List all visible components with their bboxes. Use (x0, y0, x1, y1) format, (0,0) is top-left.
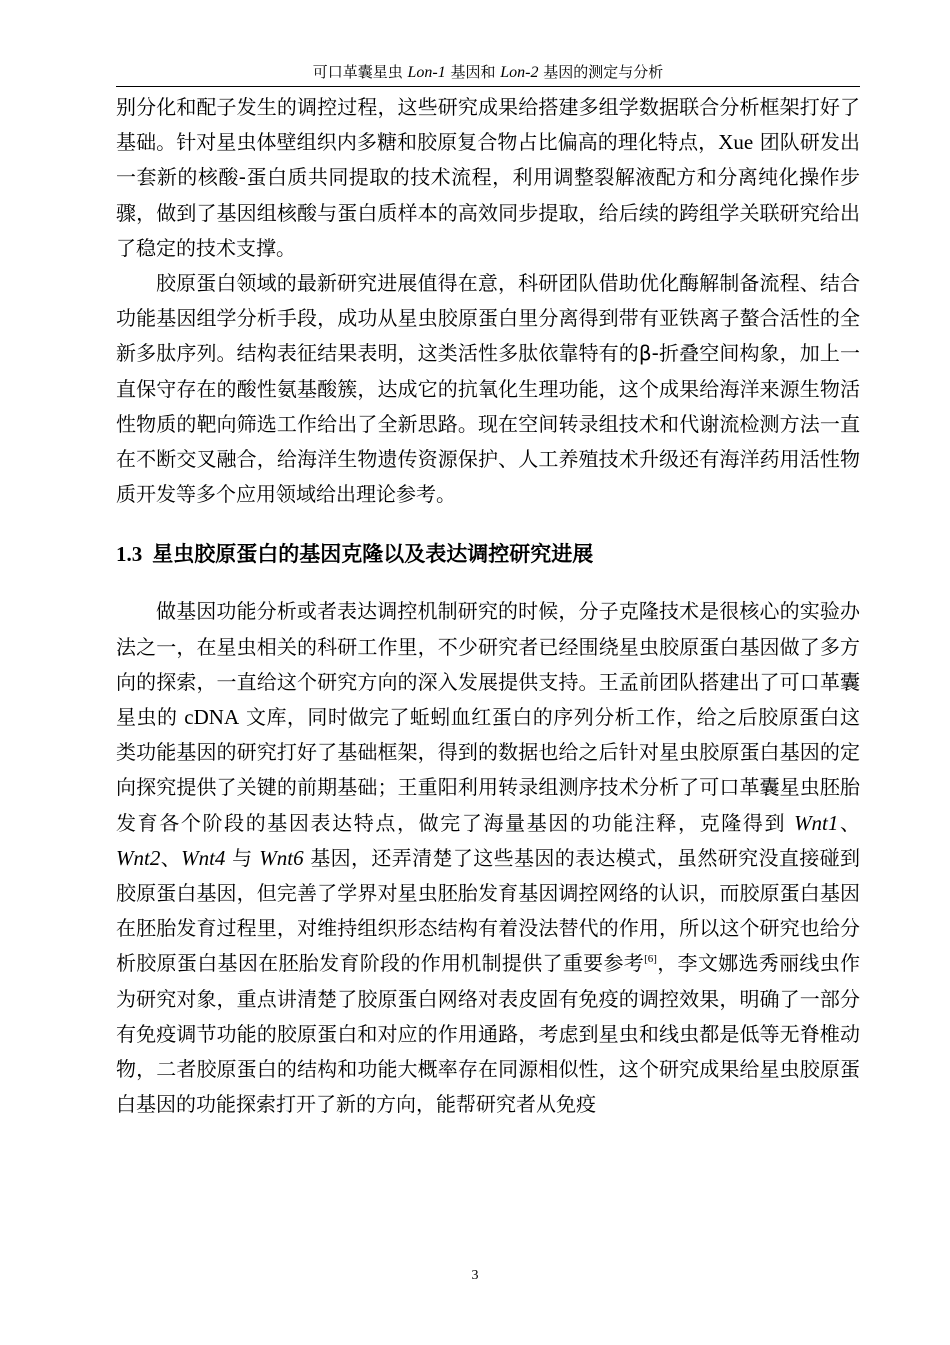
gene-wnt1: Wnt1 (794, 810, 839, 835)
paragraph3-text-a: 做基因功能分析或者表达调控机制研究的时候，分子克隆技术是很核心的实验办法之一，在星虫相关的科研工作里，不少研究者已经围绕星虫胶原蛋白基因做了多方向的探索，一直给这个研究方向的深入发展提供支持。王孟前团队搭建出了可口革囊星虫的 (116, 599, 860, 730)
header-text-mid: 基因和 (445, 63, 501, 81)
paragraph-continuation (116, 90, 860, 266)
section-number: 1.3 (116, 542, 143, 567)
citation-6: [6] (644, 953, 657, 966)
separator-1: 、 (838, 810, 861, 835)
paragraph-gene-cloning (116, 594, 860, 1122)
paragraph3-text-e: ，李文娜选秀丽线虫作为研究对象，重点讲清楚了胶原蛋白网络对表皮固有免疫的调控效果，明确了一部分有免疫调节功能的胶原蛋白和对应的作用通路，考虑到星虫和线虫都是低等无脊椎动物，二者胶原蛋白的结构和功能大概率存在同源相似性，这个研究成果给星虫胶原蛋白基因的功能探索打开了新的方向，能帮研究者从免疫 (116, 951, 861, 1117)
header-gene-lon1: Lon-1 (407, 64, 446, 81)
paragraph1-text-c: 团队研发出一套新的核酸-蛋白质共同提取的技术流程，利用调整裂解液配方和分离纯化操作步骤，做到了基因组核酸与蛋白质样本的高效同步提取，给后续的跨组学关联研究给出了稳定的技术支撑。 (116, 130, 861, 260)
header-text-pre: 可口革囊星虫 (312, 63, 408, 81)
paragraph3-text-c: 文库，同时做完了蚯蚓血红蛋白的序列分析工作，给之后胶原蛋白这类功能基因的研究打好了基础框架，得到的数据也给之后针对星虫胶原蛋白基因的定向探究提供了关键的前期基础；王重阳利用转录组测序技术分析了可口革囊星虫胚胎发育各个阶段的基因表达特点，做完了海量基因的功能注释，克隆得到 (116, 705, 860, 835)
running-header (116, 62, 860, 83)
section-title: 星虫胶原蛋白的基因克隆以及表达调控研究进展 (152, 542, 594, 567)
page-number: 3 (471, 1268, 479, 1283)
separator-2: 、 (160, 845, 182, 870)
paragraph1-term-xue: Xue (718, 130, 754, 155)
header-gene-lon2: Lon-2 (500, 64, 539, 81)
header-divider (116, 86, 860, 87)
paragraph3-term-cdna: cDNA (184, 705, 240, 730)
gene-wnt2: Wnt2 (116, 845, 161, 870)
body-text (116, 90, 860, 1122)
header-text-post: 基因的测定与分析 (538, 63, 664, 81)
gene-wnt4: Wnt4 (181, 845, 226, 870)
paragraph3-text-d: 基因，还弄清楚了这些基因的表达模式，虽然研究没直接碰到胶原蛋白基因，但完善了学界对星虫胚胎发育基因调控网络的认识，而胶原蛋白基因在胚胎发育过程里，对维持组织形态结构有着没法替代的作用，所以这个研究也给分析胶原蛋白基因在胚胎发育阶段的作用机制提供了重要参考 (116, 845, 861, 976)
paragraph1-text-a: 别分化和配子发生的调控过程，这些研究成果给搭建多组学数据联合分析框架打好了基础。针对星虫体壁组织内多糖和胶原复合物占比偏高的理化特点， (116, 95, 860, 155)
section-heading (116, 538, 860, 570)
separator-3: 与 (225, 845, 260, 870)
gene-wnt6: Wnt6 (259, 845, 304, 870)
paragraph-collagen-progress (116, 266, 860, 512)
paragraph2-text: 胶原蛋白领域的最新研究进展值得在意，科研团队借助优化酶解制备流程、结合功能基因组学分析手段，成功从星虫胶原蛋白里分离得到带有亚铁离子螯合活性的全新多肽序列。结构表征结果表明，这类活性多肽依靠特有的β-折叠空间构象，加上一直保守存在的酸性氨基酸簇，达成它的抗氧化生理功能，这个成果给海洋来源生物活性物质的靶向筛选工作给出了全新思路。现在空间转录组技术和代谢流检测方法一直在不断交叉融合，给海洋生物遗传资源保护、人工养殖技术升级还有海洋药用活性物质开发等多个应用领域给出理论参考。 (116, 271, 860, 507)
